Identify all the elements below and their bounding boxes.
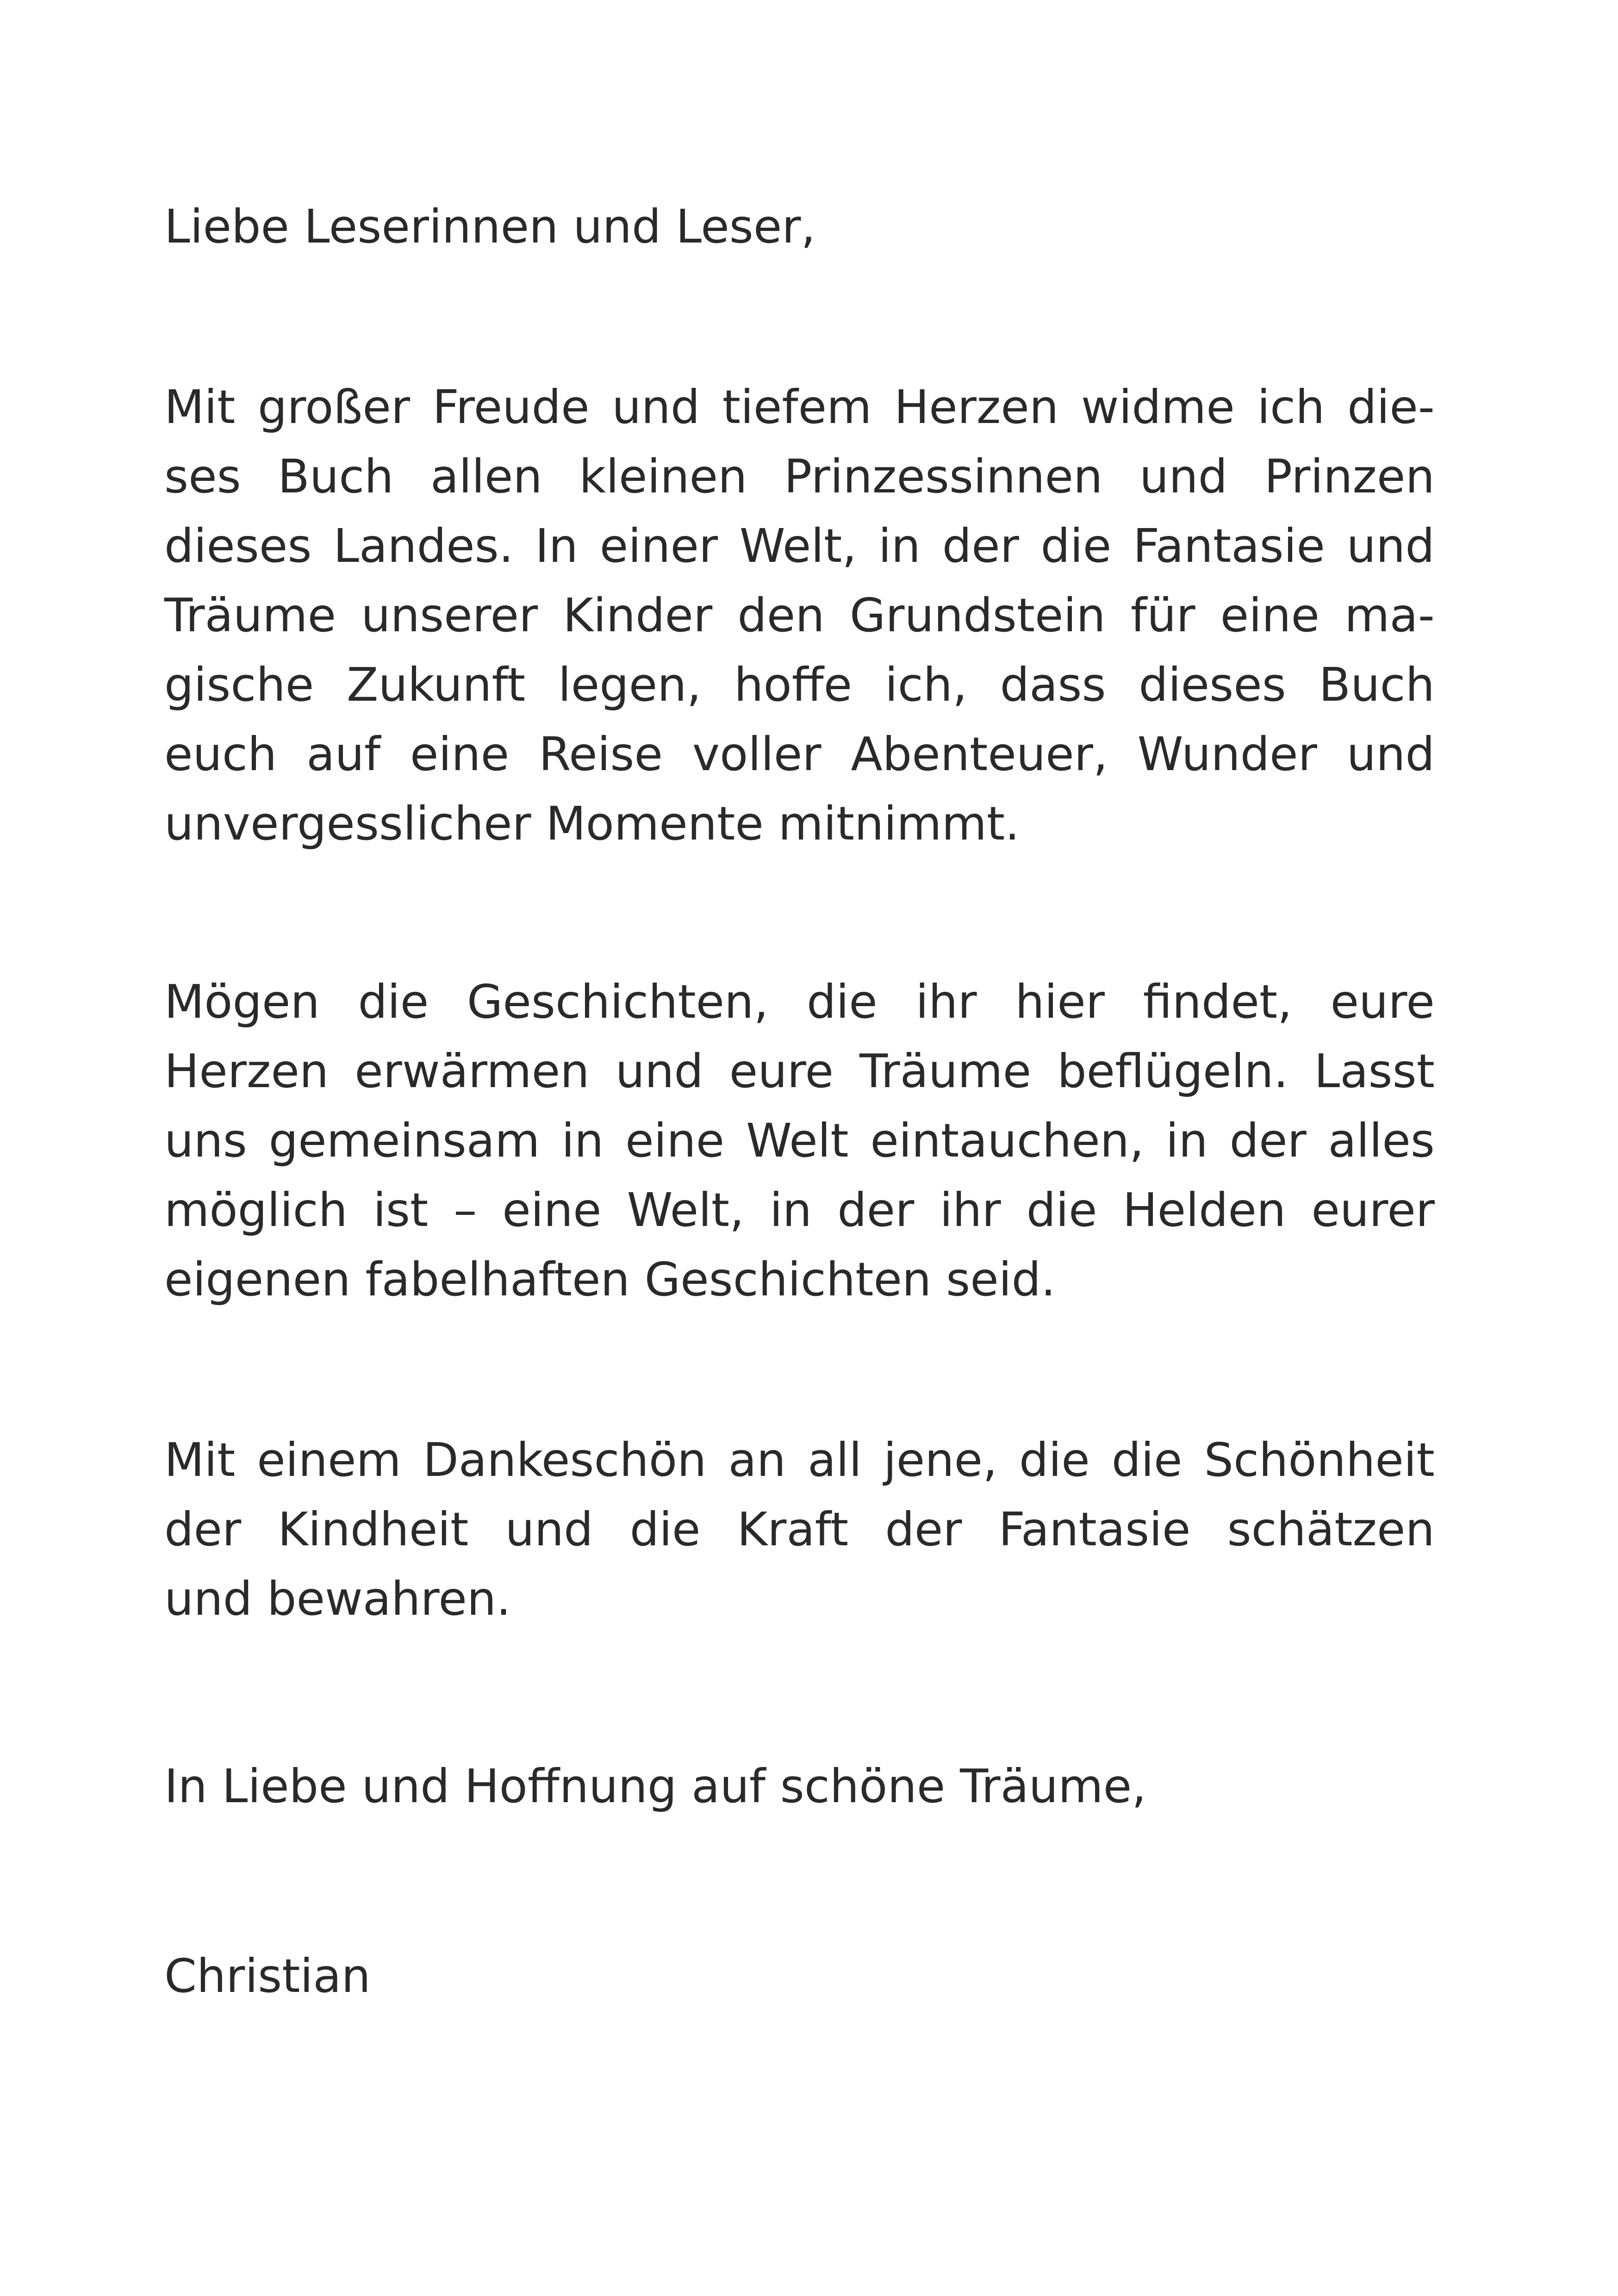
word: beflügeln. <box>1057 1044 1288 1098</box>
paragraph-1-line-3 <box>164 511 1435 581</box>
word: einer <box>599 519 718 573</box>
word: Welt, <box>739 519 857 573</box>
word: ihr <box>915 975 977 1029</box>
word: Fantasie <box>1133 519 1325 573</box>
word: dieses <box>164 519 312 573</box>
word: ses <box>164 449 241 504</box>
word: Kinder <box>563 588 713 642</box>
word: einem <box>257 1433 401 1487</box>
word: Buch <box>278 449 394 504</box>
word: auf <box>306 727 381 781</box>
word: Buch <box>1319 658 1435 712</box>
word: Dankeschön <box>423 1433 707 1487</box>
word: die <box>1111 1433 1182 1487</box>
word: Landes. <box>333 519 514 573</box>
closing-line: In Liebe und Hoffnung auf schöne Träume, <box>164 1759 1147 1813</box>
paragraph-2-line-1 <box>164 967 1435 1037</box>
word: die <box>1040 519 1112 573</box>
word: die <box>358 975 429 1029</box>
word: Mögen <box>164 975 320 1029</box>
word: dass <box>1000 658 1106 712</box>
word: alles <box>1328 1114 1435 1168</box>
word: Mit <box>164 1433 236 1487</box>
word: Welt, <box>627 1183 744 1237</box>
word: möglich <box>164 1183 348 1237</box>
word: der <box>1229 1114 1307 1168</box>
word: legen, <box>558 658 702 712</box>
paragraph-3-line-2 <box>164 1495 1435 1564</box>
word: eurer <box>1311 1183 1435 1237</box>
paragraph-1-line-2 <box>164 442 1435 511</box>
salutation-line: Liebe Leserinnen und Leser, <box>164 199 816 254</box>
word: unserer <box>361 588 538 642</box>
word: Fantasie <box>998 1502 1191 1556</box>
word: gemeinsam <box>268 1114 540 1168</box>
word: Helden <box>1122 1183 1286 1237</box>
word: hier <box>1015 975 1105 1029</box>
word: und <box>1139 449 1228 504</box>
word: Herzen <box>164 1044 329 1098</box>
word: Träume <box>859 1044 1032 1098</box>
word: Mit <box>164 380 236 434</box>
word: Wunder <box>1137 727 1317 781</box>
word: all <box>808 1433 862 1487</box>
word: ihr <box>940 1183 1001 1237</box>
word: Zukunft <box>347 658 526 712</box>
word: für <box>1130 588 1195 642</box>
word: eintauchen, <box>870 1114 1144 1168</box>
word: jene, <box>884 1433 997 1487</box>
word: Welt <box>746 1114 849 1168</box>
word: die <box>1026 1183 1097 1237</box>
word: Träume <box>164 588 336 642</box>
word: Prinzessinnen <box>784 449 1103 504</box>
word: erwärmen <box>355 1044 590 1098</box>
word: in <box>878 519 921 573</box>
word: euch <box>164 727 277 781</box>
word: großer <box>257 380 411 434</box>
word: eine <box>502 1183 602 1237</box>
paragraph-3-line-1 <box>164 1425 1435 1495</box>
paragraph-2-line-5: eigenen fabelhaften Geschichten seid. <box>164 1252 1056 1307</box>
word: der <box>164 1502 242 1556</box>
word: Geschichten, <box>467 975 769 1029</box>
paragraph-3-line-3: und bewahren. <box>164 1572 511 1626</box>
word: der <box>885 1502 962 1556</box>
word: eure <box>1330 975 1435 1029</box>
word: ma- <box>1344 588 1435 642</box>
word: der <box>942 519 1019 573</box>
word: die <box>629 1502 701 1556</box>
word: voller <box>692 727 821 781</box>
word: allen <box>430 449 542 504</box>
word: Prinzen <box>1264 449 1435 504</box>
word: eine <box>625 1114 725 1168</box>
word: Herzen <box>894 380 1059 434</box>
word: gische <box>164 658 314 712</box>
word: Kindheit <box>278 1502 469 1556</box>
word: widme <box>1081 380 1235 434</box>
word: Grundstein <box>849 588 1106 642</box>
signature-line: Christian <box>164 1949 371 2003</box>
word: – <box>454 1183 477 1237</box>
word: kleinen <box>579 449 747 504</box>
word: ist <box>373 1183 429 1237</box>
paragraph-2-line-4 <box>164 1176 1435 1245</box>
word: den <box>737 588 825 642</box>
word: und <box>612 380 700 434</box>
word: eure <box>729 1044 834 1098</box>
word: und <box>1346 519 1435 573</box>
paragraph-2-line-3 <box>164 1106 1435 1176</box>
paragraph-1-line-7: unvergesslicher Momente mitnimmt. <box>164 796 1020 851</box>
word: In <box>535 519 579 573</box>
paragraph-1-line-5 <box>164 650 1435 720</box>
word: Freude <box>432 380 590 434</box>
word: dieses <box>1139 658 1286 712</box>
word: in <box>1165 1114 1208 1168</box>
word: Reise <box>539 727 663 781</box>
paragraph-1-line-4 <box>164 581 1435 650</box>
word: der <box>837 1183 915 1237</box>
word: tiefem <box>722 380 872 434</box>
word: an <box>728 1433 786 1487</box>
word: und <box>505 1502 593 1556</box>
word: und <box>1346 727 1435 781</box>
paragraph-1-line-1 <box>164 373 1435 442</box>
word: findet, <box>1143 975 1292 1029</box>
paragraph-1-line-6 <box>164 720 1435 789</box>
word: und <box>615 1044 703 1098</box>
word: die <box>806 975 877 1029</box>
word: ich, <box>884 658 967 712</box>
word: ich <box>1257 380 1325 434</box>
word: eine <box>1220 588 1319 642</box>
word: eine <box>410 727 510 781</box>
word: die <box>1019 1433 1090 1487</box>
word: Lasst <box>1314 1044 1435 1098</box>
word: die- <box>1347 380 1435 434</box>
word: Schönheit <box>1204 1433 1435 1487</box>
word: uns <box>164 1114 247 1168</box>
word: Abenteuer, <box>851 727 1108 781</box>
word: hoffe <box>734 658 853 712</box>
word: schätzen <box>1227 1502 1435 1556</box>
paragraph-2-line-2 <box>164 1037 1435 1106</box>
word: Kraft <box>737 1502 849 1556</box>
word: in <box>561 1114 604 1168</box>
word: in <box>769 1183 812 1237</box>
